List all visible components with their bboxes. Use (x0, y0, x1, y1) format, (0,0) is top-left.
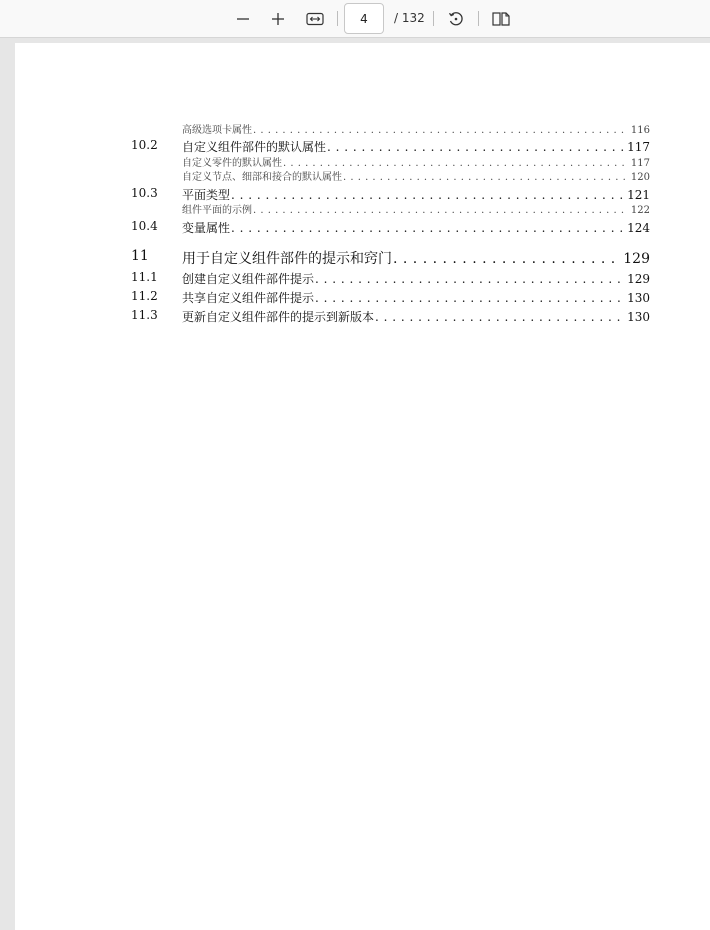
toc-entry-page: 130 (627, 291, 650, 305)
toc-leader-dots (343, 172, 629, 183)
toc-entry-title: 自定义零件的默认属性 (182, 158, 282, 169)
toc-leader-dots (253, 205, 629, 216)
toc-entry-page: 124 (627, 221, 650, 235)
toc-entry-title: 共享自定义组件部件提示 (182, 291, 315, 305)
zoom-out-button[interactable] (233, 9, 253, 29)
zoom-in-button[interactable] (268, 9, 288, 29)
toc-entry-page: 120 (630, 172, 650, 183)
toolbar-divider (337, 11, 338, 26)
toc-entry-number: 11.2 (131, 289, 158, 303)
minus-icon (236, 12, 250, 26)
pdf-toolbar (0, 0, 710, 38)
toc-entry-title: 自定义组件部件的默认属性 (182, 140, 327, 154)
toc-entry-title: 用于自定义组件部件的提示和窍门 (182, 251, 392, 267)
toc-entry-page: 116 (630, 125, 650, 136)
toc-entry-page: 129 (623, 251, 650, 267)
toolbar-divider (478, 11, 479, 26)
toc-entry-number: 11.1 (131, 270, 158, 284)
toc-entry-page: 130 (627, 310, 650, 324)
toc-leader-dots (393, 251, 621, 267)
toc-leader-dots (253, 125, 629, 136)
plus-icon (271, 12, 285, 26)
toc-entry-page: 117 (630, 158, 650, 169)
toc-leader-dots (231, 188, 625, 202)
toc-leader-dots (315, 291, 625, 305)
rotate-icon (447, 10, 465, 28)
toc-entry-page: 122 (630, 205, 650, 216)
toc-leader-dots (327, 140, 625, 154)
document-page (15, 43, 710, 930)
toc-entry-number: 11 (131, 248, 149, 264)
page-number-input[interactable] (344, 3, 384, 34)
toc-leader-dots (375, 310, 625, 324)
toc-entry-title: 平面类型 (182, 188, 231, 202)
toc-entry-title: 高级选项卡属性 (182, 125, 252, 136)
fit-width-button[interactable] (305, 9, 325, 29)
toc-entry-title: 组件平面的示例 (182, 205, 252, 216)
rotate-button[interactable] (446, 9, 466, 29)
toc-entry-number: 10.2 (131, 138, 158, 152)
toc-entry-page: 129 (627, 272, 650, 286)
toc-leader-dots (231, 221, 625, 235)
toc-entry-number: 10.3 (131, 186, 158, 200)
page-view-button[interactable] (491, 9, 511, 29)
toc-entry-title: 创建自定义组件部件提示 (182, 272, 315, 286)
toc-entry-number: 10.4 (131, 219, 158, 233)
toc-leader-dots (315, 272, 625, 286)
page-total: / 132 (394, 11, 425, 25)
fit-width-icon (306, 12, 324, 26)
toc-entry-number: 11.3 (131, 308, 158, 322)
toolbar-divider (433, 11, 434, 26)
toc-entry-title: 更新自定义组件部件的提示到新版本 (182, 310, 375, 324)
toc-entry-title: 自定义节点、细部和接合的默认属性 (182, 172, 342, 183)
page-view-icon (492, 11, 510, 27)
toc-entry-page: 121 (627, 188, 650, 202)
toc-entry-title: 变量属性 (182, 221, 231, 235)
toc-entry-page: 117 (627, 140, 650, 154)
